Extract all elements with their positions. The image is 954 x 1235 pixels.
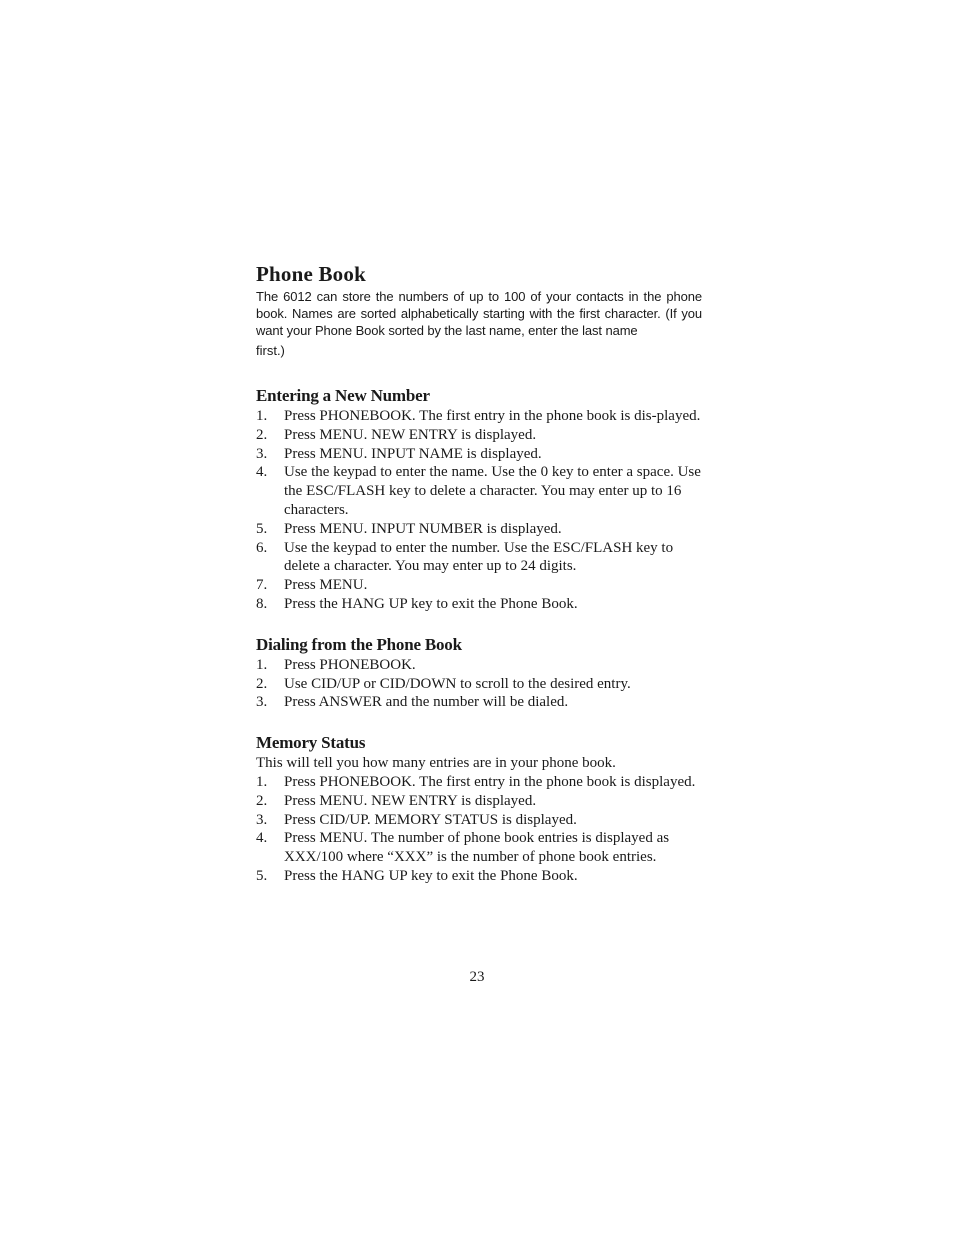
step-number: 1.: [256, 408, 268, 424]
list-item: [256, 576, 702, 595]
list-item: [256, 867, 702, 886]
step-number: 6.: [256, 539, 268, 556]
step-number: 7.: [256, 577, 268, 594]
page-content: [256, 260, 702, 886]
list-item: [256, 656, 702, 675]
step-text: Press MENU. NEW ENTRY is displayed.: [284, 426, 537, 443]
step-number: 1.: [256, 773, 268, 790]
list-item: [256, 811, 702, 830]
step-number: 4.: [256, 830, 268, 847]
list-item: [256, 539, 702, 577]
step-number: 2.: [256, 426, 268, 443]
step-number: 1.: [256, 656, 268, 673]
steps-list: [256, 407, 702, 614]
step-number: 3.: [256, 445, 268, 462]
step-text: Press MENU. INPUT NUMBER is displayed.: [284, 520, 562, 537]
step-text: Press PHONEBOOK. The first entry in the phone book is displayed.: [284, 773, 696, 790]
steps-list: [256, 773, 702, 886]
intro-paragraph: The 6012 can store the numbers of up to 100 of your contacts in the phone book. Names are sorted alphabetically starting with the first character. (If you want your Phone Book sorted by the last name, enter the last name: [256, 289, 702, 338]
list-item: [256, 675, 702, 694]
step-text: Press MENU. INPUT NAME is displayed.: [284, 445, 542, 462]
section-dialing-from-phone-book: [256, 634, 702, 712]
step-text: Press PHONEBOOK.: [284, 656, 416, 673]
step-number: 8.: [256, 595, 268, 612]
step-number: 5.: [256, 520, 268, 537]
step-text: Press the HANG UP key to exit the Phone Book.: [284, 867, 578, 884]
step-text: Use the keypad to enter the number. Use the ESC/FLASH key to delete a character. You may enter up to 24 digits.: [284, 539, 674, 575]
steps-list: [256, 656, 702, 712]
step-number: 2.: [256, 792, 268, 809]
intro-paragraph-end: first.): [256, 343, 285, 358]
section-heading: Memory Status: [256, 733, 366, 753]
step-text: Press PHONEBOOK. The first entry in the phone book is dis-played.: [284, 408, 701, 424]
list-item: [256, 829, 702, 867]
section-memory-status: [256, 732, 702, 886]
list-item: [256, 426, 702, 445]
section-entering-new-number: [256, 385, 702, 614]
step-text: Press MENU. NEW ENTRY is displayed.: [284, 792, 537, 809]
page-title: Phone Book: [256, 262, 366, 286]
step-text: Press MENU. The number of phone book entries is displayed as XXX/100 where “XXX” is the number of phone book entries.: [284, 830, 670, 866]
section-heading: Dialing from the Phone Book: [256, 634, 462, 654]
step-text: Press the HANG UP key to exit the Phone Book.: [284, 595, 578, 612]
list-item: [256, 445, 702, 464]
list-item: [256, 773, 702, 792]
step-text: Use CID/UP or CID/DOWN to scroll to the desired entry.: [284, 675, 631, 692]
step-number: 3.: [256, 811, 268, 828]
list-item: [256, 792, 702, 811]
step-text: Press ANSWER and the number will be dialed.: [284, 694, 569, 711]
step-text: Use the keypad to enter the name. Use the 0 key to enter a space. Use the ESC/FLASH key to delete a character. You may enter up to 16 characters.: [284, 464, 701, 518]
step-number: 5.: [256, 867, 268, 884]
list-item: [256, 693, 702, 712]
list-item: [256, 407, 702, 426]
section-description: This will tell you how many entries are in your phone book.: [256, 755, 616, 772]
list-item: [256, 520, 702, 539]
list-item: [256, 595, 702, 614]
list-item: [256, 463, 702, 519]
step-number: 4.: [256, 464, 268, 481]
step-text: Press CID/UP. MEMORY STATUS is displayed.: [284, 811, 577, 828]
step-text: Press MENU.: [284, 577, 368, 594]
step-number: 3.: [256, 694, 268, 711]
section-heading: Entering a New Number: [256, 386, 430, 405]
page-number: 23: [469, 969, 485, 985]
step-number: 2.: [256, 675, 268, 692]
